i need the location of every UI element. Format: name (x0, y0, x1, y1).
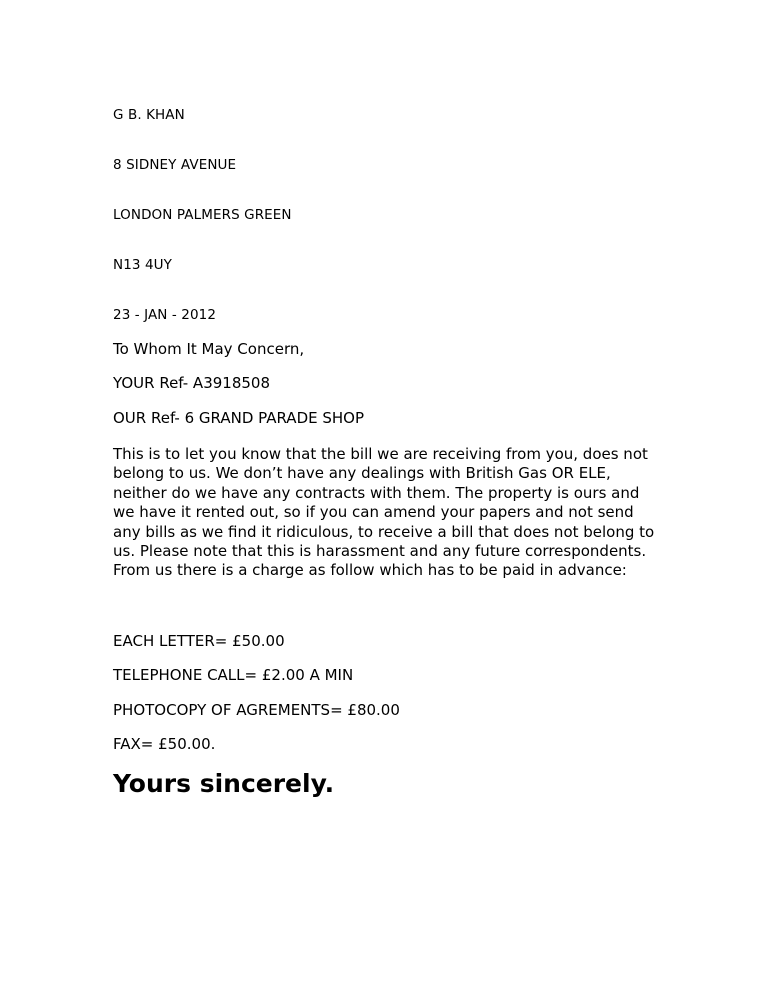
charge-each-letter: EACH LETTER= £50.00 (113, 632, 285, 650)
charge-photocopy: PHOTOCOPY OF AGREMENTS= £80.00 (113, 701, 400, 719)
sender-city: LONDON PALMERS GREEN (113, 207, 292, 223)
letter-date: 23 - JAN - 2012 (113, 307, 217, 323)
sender-postcode: N13 4UY (113, 257, 172, 273)
our-reference: OUR Ref- 6 GRAND PARADE SHOP (113, 409, 365, 427)
charge-telephone-call: TELEPHONE CALL= £2.00 A MIN (113, 666, 354, 684)
sender-street: 8 SIDNEY AVENUE (113, 157, 237, 173)
closing: Yours sincerely. (113, 769, 335, 798)
sender-name: G B. KHAN (113, 107, 185, 123)
charge-fax: FAX= £50.00. (113, 735, 216, 753)
your-reference: YOUR Ref- A3918508 (113, 374, 271, 392)
body-paragraph: This is to let you know that the bill we are receiving from you, does not belong to us. We don’t have any dealings with British Gas OR ELE, neither do we have any contracts with them. The property is ours and we have it rented out, so if you can amend your papers and not send any bills as we find it ridiculous, to receive a bill that does not belong to us. Please note that this is harassment and any future correspondents. From us there is a charge as follow which has to be paid in advance: (113, 445, 655, 580)
salutation: To Whom It May Concern, (113, 340, 305, 358)
